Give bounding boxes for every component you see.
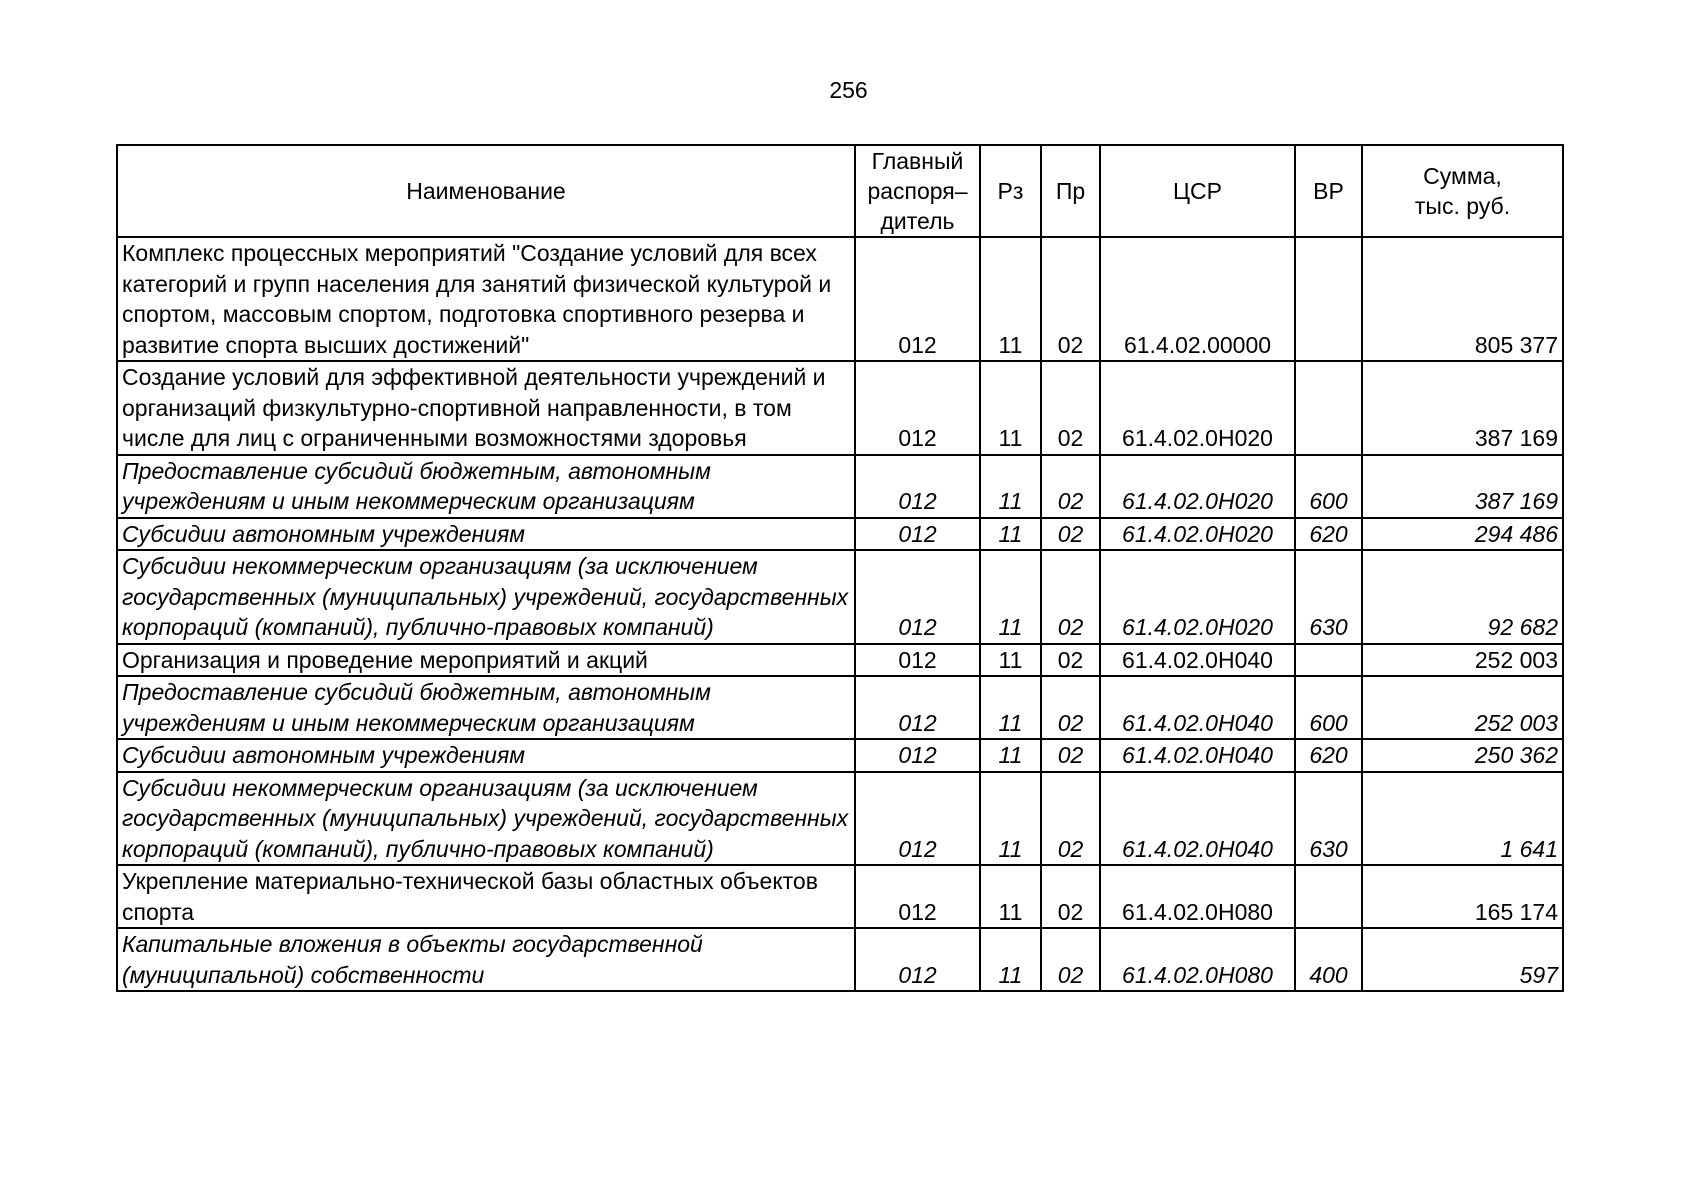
header-manager-line2: распоря–: [867, 178, 968, 204]
table-row: [117, 361, 1563, 455]
cell-pr: 02: [1041, 739, 1100, 772]
cell-csr: 61.4.02.0Н040: [1100, 644, 1295, 677]
cell-sum: 805 377: [1362, 237, 1563, 361]
cell-manager: 012: [855, 772, 980, 866]
header-sum: [1362, 145, 1563, 237]
table-row: [117, 644, 1563, 677]
cell-pr: 02: [1041, 361, 1100, 455]
cell-rz: 11: [980, 644, 1041, 677]
cell-rz: 11: [980, 455, 1041, 518]
cell-sum: 1 641: [1362, 772, 1563, 866]
cell-rz: 11: [980, 518, 1041, 551]
cell-sum: 252 003: [1362, 676, 1563, 739]
cell-rz: 11: [980, 865, 1041, 928]
cell-csr: 61.4.02.0Н020: [1100, 455, 1295, 518]
cell-name: Создание условий для эффективной деятельности учреждений и организаций физкультурно-спортивной направленности, в том числе для лиц с ограниченными возможностями здоровья: [117, 361, 855, 455]
cell-csr: 61.4.02.0Н020: [1100, 518, 1295, 551]
cell-pr: 02: [1041, 928, 1100, 991]
cell-rz: 11: [980, 237, 1041, 361]
cell-vr: [1295, 644, 1362, 677]
cell-csr: 61.4.02.0Н040: [1100, 676, 1295, 739]
cell-csr: 61.4.02.0Н020: [1100, 361, 1295, 455]
cell-pr: 02: [1041, 550, 1100, 644]
cell-pr: 02: [1041, 237, 1100, 361]
cell-sum: 597: [1362, 928, 1563, 991]
page-number: 256: [829, 77, 868, 103]
header-csr: ЦСР: [1100, 145, 1295, 237]
cell-name: Субсидии некоммерческим организациям (за исключением государственных (муниципальных) учреждений, государственных корпораций (компаний), публично-правовых компаний): [117, 550, 855, 644]
cell-manager: 012: [855, 550, 980, 644]
cell-name: Организация и проведение мероприятий и акций: [117, 644, 855, 677]
header-sum-line2: тыс. руб.: [1414, 193, 1511, 219]
cell-vr: 400: [1295, 928, 1362, 991]
header-pr: Пр: [1041, 145, 1100, 237]
cell-name: Укрепление материально-технической базы областных объектов спорта: [117, 865, 855, 928]
header-rz: Рз: [980, 145, 1041, 237]
cell-name: Предоставление субсидий бюджетным, автономным учреждениям и иным некоммерческим организациям: [117, 676, 855, 739]
cell-csr: 61.4.02.0Н080: [1100, 928, 1295, 991]
cell-manager: 012: [855, 518, 980, 551]
cell-sum: 294 486: [1362, 518, 1563, 551]
cell-manager: 012: [855, 455, 980, 518]
cell-name: Комплекс процессных мероприятий "Создание условий для всех категорий и групп населения для занятий физической культурой и спортом, массовым спортом, подготовка спортивного резерва и развитие спорта высших достижений": [117, 237, 855, 361]
cell-name: Субсидии автономным учреждениям: [117, 518, 855, 551]
table-row: [117, 865, 1563, 928]
table-header-row: [117, 145, 1563, 237]
header-vr: ВР: [1295, 145, 1362, 237]
cell-rz: 11: [980, 361, 1041, 455]
cell-csr: 61.4.02.0Н040: [1100, 772, 1295, 866]
cell-pr: 02: [1041, 518, 1100, 551]
table-row: [117, 550, 1563, 644]
cell-rz: 11: [980, 739, 1041, 772]
cell-sum: 387 169: [1362, 361, 1563, 455]
table-row: [117, 237, 1563, 361]
cell-pr: 02: [1041, 455, 1100, 518]
cell-rz: 11: [980, 676, 1041, 739]
cell-name: Субсидии автономным учреждениям: [117, 739, 855, 772]
cell-pr: 02: [1041, 772, 1100, 866]
cell-manager: 012: [855, 644, 980, 677]
header-sum-line1: Сумма,: [1423, 163, 1502, 189]
cell-vr: 630: [1295, 550, 1362, 644]
cell-pr: 02: [1041, 865, 1100, 928]
cell-csr: 61.4.02.0Н080: [1100, 865, 1295, 928]
cell-pr: 02: [1041, 644, 1100, 677]
table-row: [117, 676, 1563, 739]
cell-vr: [1295, 361, 1362, 455]
table-row: [117, 518, 1563, 551]
cell-vr: [1295, 865, 1362, 928]
cell-csr: 61.4.02.0Н040: [1100, 739, 1295, 772]
cell-sum: 387 169: [1362, 455, 1563, 518]
cell-vr: 600: [1295, 455, 1362, 518]
cell-rz: 11: [980, 928, 1041, 991]
cell-manager: 012: [855, 361, 980, 455]
cell-name: Предоставление субсидий бюджетным, автономным учреждениям и иным некоммерческим организациям: [117, 455, 855, 518]
cell-vr: [1295, 237, 1362, 361]
cell-rz: 11: [980, 772, 1041, 866]
cell-vr: 630: [1295, 772, 1362, 866]
cell-pr: 02: [1041, 676, 1100, 739]
cell-manager: 012: [855, 739, 980, 772]
cell-vr: 620: [1295, 518, 1362, 551]
header-manager-line1: Главный: [871, 148, 964, 174]
cell-csr: 61.4.02.00000: [1100, 237, 1295, 361]
table-body: [117, 237, 1563, 991]
cell-manager: 012: [855, 237, 980, 361]
cell-sum: 92 682: [1362, 550, 1563, 644]
cell-manager: 012: [855, 928, 980, 991]
header-name: Наименование: [117, 145, 855, 237]
table-row: [117, 739, 1563, 772]
header-manager-line3: дитель: [880, 208, 955, 234]
budget-table: [116, 144, 1564, 992]
cell-vr: 620: [1295, 739, 1362, 772]
cell-name: Капитальные вложения в объекты государственной (муниципальной) собственности: [117, 928, 855, 991]
cell-name: Субсидии некоммерческим организациям (за исключением государственных (муниципальных) учреждений, государственных корпораций (компаний), публично-правовых компаний): [117, 772, 855, 866]
cell-csr: 61.4.02.0Н020: [1100, 550, 1295, 644]
cell-manager: 012: [855, 676, 980, 739]
table-row: [117, 455, 1563, 518]
cell-sum: 250 362: [1362, 739, 1563, 772]
table-row: [117, 772, 1563, 866]
cell-vr: 600: [1295, 676, 1362, 739]
table-row: [117, 928, 1563, 991]
cell-sum: 252 003: [1362, 644, 1563, 677]
cell-rz: 11: [980, 550, 1041, 644]
header-manager: [855, 145, 980, 237]
cell-manager: 012: [855, 865, 980, 928]
cell-sum: 165 174: [1362, 865, 1563, 928]
